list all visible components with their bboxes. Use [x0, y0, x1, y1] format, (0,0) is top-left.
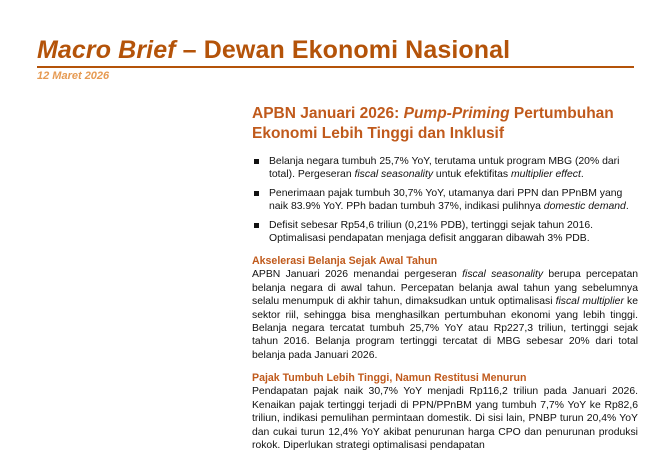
report-date: 12 Maret 2026 [37, 70, 110, 82]
header-divider [37, 66, 634, 68]
key-point: Penerimaan pajak tumbuh 30,7% YoY, utamanya dari PPN dan PPnBM yang naik 83.9% YoY. PPh badan tumbuh 37%, indikasi pulihnya domestic demand. [252, 187, 638, 214]
key-point: Defisit sebesar Rp54,6 triliun (0,21% PDB), tertinggi sejak tahun 2016. Optimalisasi pendapatan menjaga defisit anggaran dibawah 3% PDB. [252, 219, 638, 246]
bullet-square-icon [254, 159, 259, 164]
key-points-list [252, 155, 638, 245]
key-point: Belanja negara tumbuh 25,7% YoY, terutama untuk program MBG (20% dari total). Pergeseran fiscal seasonality untuk efektifitas multiplier effect. [252, 155, 638, 182]
report-title [37, 36, 510, 65]
article-headline [252, 104, 638, 144]
section-paragraph: Pendapatan pajak naik 30,7% YoY menjadi Rp116,2 triliun pada Januari 2026. Kenaikan pajak tertinggi terjadi di PPN/PPnBM yang tumbuh 7,7% YoY ke Rp82,6 triliun, indikasi pemulihan permintaan domestik. Di sisi lain, PNBP turun 20,4% YoY dan cukai turun 12,4% YoY akibat penurunan harga CPO dan penurunan produksi rokok. Diperlukan strategi optimalisasi pendapatan [252, 386, 638, 451]
bullet-square-icon [254, 223, 259, 228]
bullet-square-icon [254, 191, 259, 196]
headline-italic: Pump-Priming [403, 105, 510, 122]
article-column [252, 104, 638, 452]
title-separator: – [175, 36, 204, 64]
headline-suffix: Pertumbuhan Ekonomi Lebih Tinggi dan Inklusif [252, 105, 614, 142]
section-paragraph: APBN Januari 2026 menandai pergeseran fiscal seasonality berupa percepatan belanja negara di awal tahun. Percepatan belanja awal tahun yang sebelumnya selalu menumpuk di akhir tahun, dimaksudkan untuk optimalisasi fiscal multiplier ke sektor riil, sehingga bisa menghasilkan pertumbuhan ekonomi yang lebih tinggi. Belanja negara tercatat tumbuh 25,7% YoY atau Rp227,3 triliun, tertinggi sejak tahun 2016. Belanja program tertinggi tercatat di MBG sebesar 20% dari total belanja pada Januari 2026. [252, 269, 638, 361]
brand-name: Macro Brief [37, 36, 176, 64]
headline-prefix: APBN Januari 2026: [252, 105, 404, 122]
institution-name: Dewan Ekonomi Nasional [203, 36, 511, 64]
section-heading: Pajak Tumbuh Lebih Tinggi, Namun Restitusi Menurun [252, 372, 527, 385]
section-heading: Akselerasi Belanja Sejak Awal Tahun [252, 255, 438, 268]
